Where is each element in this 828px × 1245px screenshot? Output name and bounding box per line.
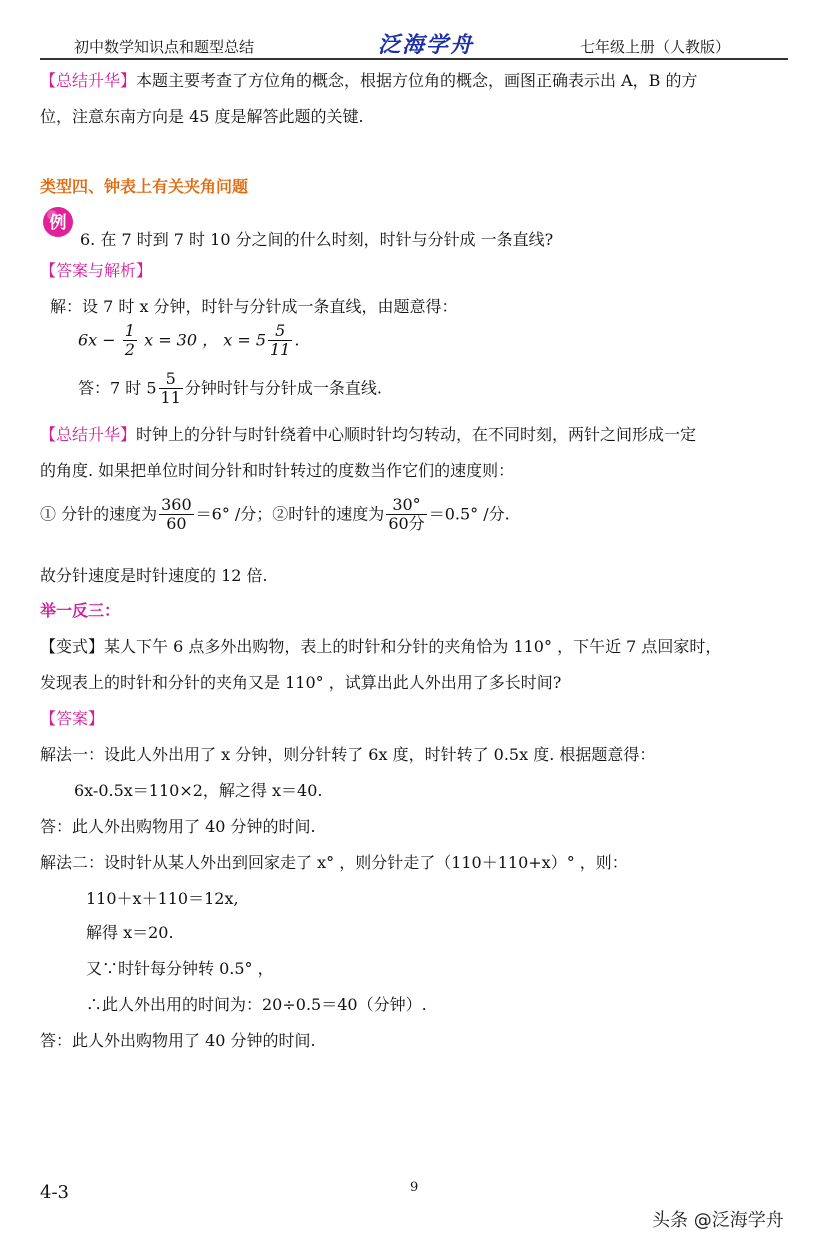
example-question: 6. 在 7 时到 7 时 10 分之间的什么时刻，时针与分针成 一条直线? bbox=[80, 230, 554, 249]
example-answer-tag: 【答案与解析】 bbox=[40, 261, 153, 280]
speed-fraction-hour bbox=[386, 496, 426, 534]
fraction-denominator: 2 bbox=[124, 340, 135, 360]
fraction-numerator: 5 bbox=[159, 370, 183, 389]
watermark: 头条 @泛海学舟 bbox=[652, 1210, 784, 1231]
equation-fraction-x bbox=[268, 322, 292, 360]
speed-suffix: ＝0.5° /分. bbox=[428, 504, 510, 524]
fraction-denominator: 60 bbox=[166, 514, 187, 534]
page-number: 9 bbox=[410, 1180, 419, 1195]
method-1-answer: 答：此人外出购物用了 40 分钟的时间. bbox=[40, 817, 316, 836]
speed-middle: ＝6° /分；②时针的速度为 bbox=[195, 504, 385, 524]
variant-line-2: 发现表上的时针和分针的夹角又是 110° ，试算出此人外出用了多长时间? bbox=[40, 673, 562, 692]
practice-answer-tag: 【答案】 bbox=[40, 709, 105, 728]
method-2-answer: 答：此人外出购物用了 40 分钟的时间. bbox=[40, 1031, 316, 1050]
method-1-intro: 解法一：设此人外出用了 x 分钟，则分针转了 6x 度，时针转了 0.5x 度. 根据题意得： bbox=[40, 745, 656, 764]
fraction-numerator: 30° bbox=[386, 496, 426, 515]
example-solution-intro: 解：设 7 时 x 分钟，时针与分针成一条直线，由题意得： bbox=[50, 297, 458, 316]
summary-1-line-1 bbox=[40, 68, 698, 91]
summary-2-line-1 bbox=[40, 422, 696, 445]
footer-code: 4-3 bbox=[40, 1182, 69, 1203]
header-brand-logo: 泛海学舟 bbox=[378, 32, 475, 58]
example-conclusion bbox=[78, 370, 382, 408]
example-badge-icon bbox=[40, 203, 76, 239]
fraction-numerator: 1 bbox=[124, 321, 135, 340]
method-2-because: 又∵时针每分钟转 0.5° ， bbox=[86, 959, 274, 978]
speed-fraction-minute bbox=[159, 496, 194, 534]
summary-1-text-2: 位，注意东南方向是 45 度是解答此题的关键. bbox=[40, 107, 364, 126]
conclusion-suffix: 分钟时针与分针成一条直线. bbox=[184, 378, 382, 398]
summary-2-text-1: 时钟上的分针与时针绕着中心顺时针均匀转动，在不同时刻，两针之间形成一定 bbox=[136, 425, 697, 444]
equation-fraction-half bbox=[123, 322, 137, 360]
equation-left: 6x − bbox=[78, 330, 116, 350]
method-2-intro: 解法二：设时针从某人外出到回家走了 x° ，则分针走了（110＋110+x）° ，则： bbox=[40, 853, 628, 872]
method-2-equation: 110＋x＋110＝12x, bbox=[86, 889, 239, 908]
fraction-denominator: 11 bbox=[270, 340, 291, 360]
fraction-numerator: 5 bbox=[268, 322, 292, 341]
method-1-equation: 6x-0.5x＝110×2，解之得 x＝40. bbox=[74, 781, 323, 800]
fraction-denominator: 11 bbox=[160, 388, 181, 408]
fraction-denominator: 60分 bbox=[388, 514, 425, 534]
method-2-solve: 解得 x＝20. bbox=[86, 923, 174, 942]
summary-2-tag: 【总结升华】 bbox=[40, 425, 137, 444]
section-title: 类型四、钟表上有关夹角问题 bbox=[40, 177, 249, 196]
equation-right: x = 30 ， x = 5 bbox=[144, 330, 266, 350]
example-badge-label: 例 bbox=[49, 213, 67, 233]
summary-1-text-1: 本题主要考查了方位角的概念，根据方位角的概念，画图正确表示出 A，B 的方 bbox=[136, 71, 698, 90]
speed-ratio: 故分针速度是时针速度的 12 倍. bbox=[40, 566, 268, 585]
summary-2-text-2: 的角度. 如果把单位时间分针和时针转过的度数当作它们的速度则： bbox=[40, 461, 515, 480]
summary-1-tag: 【总结升华】 bbox=[40, 71, 137, 90]
method-2-therefore: ∴此人外出用的时间为：20÷0.5＝40（分钟）. bbox=[86, 995, 427, 1014]
variant-line-1: 【变式】某人下午 6 点多外出购物，表上的时针和分针的夹角恰为 110° ，下午近 7 点回家时， bbox=[40, 637, 722, 656]
conclusion-prefix: 答：7 时 5 bbox=[78, 378, 157, 398]
equation-end: . bbox=[294, 330, 300, 350]
practice-title: 举一反三： bbox=[40, 601, 121, 620]
header-left-title: 初中数学知识点和题型总结 bbox=[74, 38, 255, 56]
speed-line bbox=[40, 496, 510, 534]
header-right-title: 七年级上册（人教版） bbox=[580, 38, 731, 56]
conclusion-fraction bbox=[159, 370, 183, 408]
fraction-numerator: 360 bbox=[161, 495, 192, 514]
header-divider bbox=[40, 58, 788, 60]
speed-prefix: ① 分针的速度为 bbox=[40, 504, 158, 524]
example-equation bbox=[78, 322, 299, 360]
